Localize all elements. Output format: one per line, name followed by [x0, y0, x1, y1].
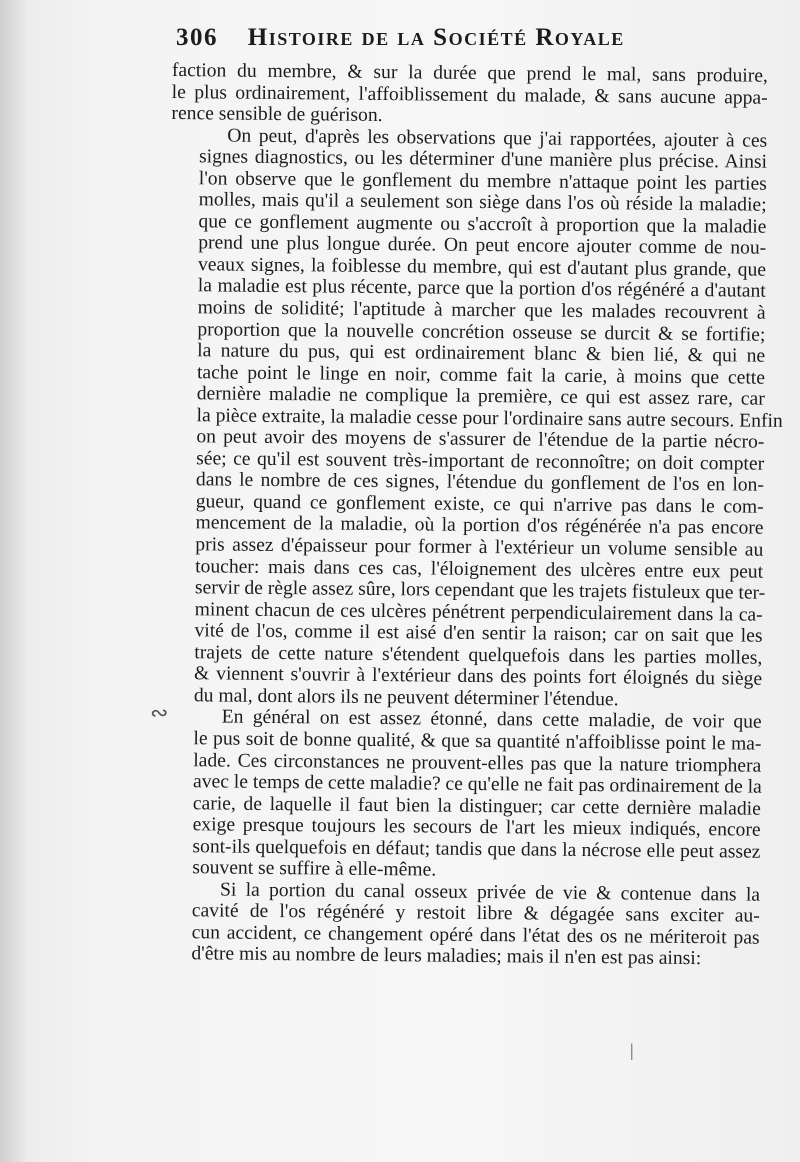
text-line: on peut avoir des moyens de s'assurer de l'étendue de la partie nécro-: [196, 426, 765, 454]
page-number: 306: [176, 24, 218, 51]
paragraph: [166, 125, 783, 712]
text-line: rence sensible de guérison.: [171, 103, 383, 127]
body-text: [163, 60, 783, 971]
text-line: moins de solidité; l'aptitude à marcher que les malades recouvrent à: [197, 297, 766, 324]
text-line: la pièce extraite, la maladie cesse pour l'ordinaire sans autre secours. Enfin: [196, 405, 783, 432]
paragraph: [171, 60, 768, 130]
text-line: tache point le linge en noir, comme fait la carie, à moins que cette: [196, 361, 766, 389]
text-line: la nature du pus, qui est ordinairement blanc & bien lié, & qui ne: [197, 340, 766, 367]
text-line: carie, de laquelle il faut bien la distinguer; car cette dernière maladie: [192, 792, 761, 820]
text-line: la maladie est plus récente, parce que la portion d'os régénéré a d'autant: [197, 275, 766, 303]
text-line: sée; ce qu'il est souvent très-important de reconnoître; on doit compter: [196, 448, 765, 475]
running-header: [176, 24, 776, 52]
running-title: Histoire de la Société Royale: [247, 24, 625, 51]
text-line: gueur, quand ce gonflement existe, ce qui n'arrive pas dans le com-: [195, 491, 764, 518]
text-line: lade. Ces circonstances ne prouvent-elles pas que la nature triomphera: [193, 749, 762, 777]
text-line: trajets de cette nature s'étendent quelquefois dans les parties molles,: [194, 642, 763, 669]
text-line: molles, mais qu'il a seulement son siège dans l'os où réside la maladie;: [198, 189, 767, 216]
text-line: cavité de l'os régénéré y restoit libre & dégagée sans exciter au-: [191, 900, 760, 928]
text-line: minent chacun de ces ulcères pénétrent perpendiculairement dans la ca-: [194, 598, 763, 626]
text-line: que ce gonflement augmente ou s'accroît à proportion que la maladie: [198, 211, 767, 238]
paragraph: [164, 706, 762, 884]
text-line: d'être mis au nombre de leurs maladies; mais il n'en est pas ainsi:: [191, 943, 702, 970]
text-line: l'on observe que le gonflement du membre n'attaque point les parties: [198, 167, 767, 195]
text-line: & viennent s'ouvrir à l'extérieur dans des points fort éloignés du siège: [194, 663, 763, 691]
text-line: Si la portion du canal osseux privée de vie & contenue dans la: [219, 879, 761, 906]
text-line: proportion que la nouvelle concrétion osseuse se durcit & se fortifie;: [197, 318, 766, 346]
text-line: sont-ils quelquefois en défaut; tandis que dans la nécrose elle peut assez: [192, 835, 761, 863]
text-line: En général on est assez étonné, dans cette maladie, de voir que: [221, 706, 762, 734]
text-line: pris assez d'épaisseur pour former à l'extérieur un volume sensible au: [195, 534, 764, 561]
text-line: avec le temps de cette maladie? ce qu'elle ne fait pas ordinairement de la: [192, 771, 762, 798]
text-line: le pus soit de bonne qualité, & que sa quantité n'affoiblisse point le ma-: [193, 728, 762, 755]
text-line: faction du membre, & sur la durée que prend le mal, sans produire,: [171, 60, 768, 87]
text-line: toucher: mais dans ces cas, l'éloignement des ulcères entre eux peut: [195, 555, 764, 583]
text-line: dans le nombre de ces signes, l'étendue du gonflement de l'os en lon-: [195, 469, 765, 497]
text-line: servir de règle assez sûre, lors cependant que les trajets fistuleux que ter-: [194, 577, 766, 604]
text-line: le plus ordinairement, l'affoiblissement du malade, & sans aucune appa-: [171, 81, 768, 109]
text-line: du mal, dont alors ils ne peuvent déterminer l'étendue.: [193, 685, 619, 711]
text-line: dernière maladie ne complique la première, ce qui est assez rare, car: [196, 383, 765, 410]
text-line: mencement de la maladie, où la portion d'os régénérée n'a pas encore: [195, 512, 764, 540]
page-gutter-shadow: [0, 0, 28, 1162]
text-line: veaux signes, la foiblesse du membre, qui est d'autant plus grande, que: [197, 254, 767, 281]
text-line: vité de l'os, comme il est aisé d'en sentir la raison; car on sait que les: [194, 620, 763, 647]
text-line: prend une plus longue durée. On peut encore ajouter comme de nou-: [198, 232, 767, 260]
margin-mark: |: [630, 1040, 634, 1060]
text-line: signes diagnostics, ou les déterminer d'une manière plus précise. Ainsi: [198, 146, 768, 173]
margin-mark: ∾: [150, 700, 169, 725]
text-line: cun accident, ce changement opéré dans l'état des os ne mériteroit pas: [191, 922, 760, 949]
text-line: souvent se suffire à elle-même.: [192, 857, 437, 881]
paragraph: [163, 879, 760, 971]
text-line: On peut, d'après les observations que j'ai rapportées, ajouter à ces: [227, 125, 768, 152]
text-line: exige presque toujours les secours de l'art les mieux indiqués, encore: [192, 814, 761, 841]
